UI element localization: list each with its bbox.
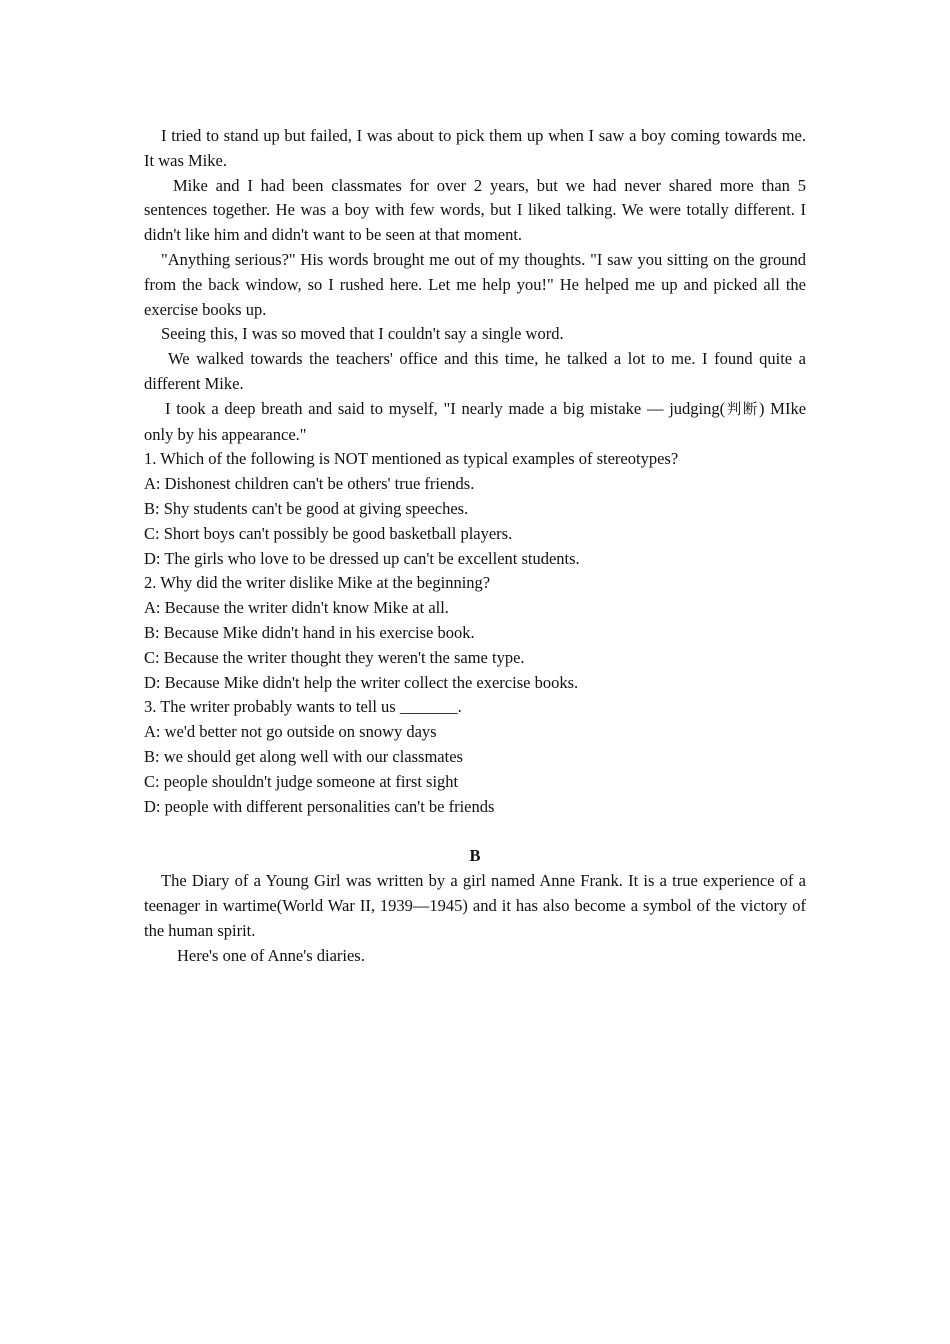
- document-page: [144, 124, 806, 968]
- paragraph-text: I took a deep breath and said to myself, "I nearly made a big mistake — judging(: [165, 398, 726, 418]
- answer-option: D: Because Mike didn't help the writer collect the exercise books.: [144, 672, 579, 692]
- question-stem: 3. The writer probably wants to tell us _______.: [144, 697, 462, 717]
- questions: [144, 447, 806, 819]
- passage-paragraph: [144, 397, 806, 448]
- answer-option: B: Shy students can't be good at giving speeches.: [144, 498, 469, 518]
- passage-a: [144, 124, 806, 447]
- chinese-gloss: 判断: [725, 401, 760, 418]
- answer-option: C: people shouldn't judge someone at first sight: [144, 771, 459, 791]
- passage-paragraph: Seeing this, I was so moved that I couldn't say a single word.: [161, 324, 564, 344]
- passage-paragraph: "Anything serious?" His words brought me out of my thoughts. "I saw you sitting on the ground from the back window, so I rushed here. Let me help you!" He helped me up and picked all the exercise books up.: [144, 249, 806, 319]
- passage-paragraph: I tried to stand up but failed, I was about to pick them up when I saw a boy coming towards me. It was Mike.: [144, 126, 806, 170]
- section-b: [144, 844, 806, 968]
- passage-paragraph: Mike and I had been classmates for over 2 years, but we had never shared more than 5 sentences together. He was a boy with few words, but I liked talking. We were totally different. I didn't like him and didn't want to be seen at that moment.: [144, 175, 806, 245]
- answer-option: C: Because the writer thought they weren't the same type.: [144, 647, 525, 667]
- answer-option: A: Dishonest children can't be others' true friends.: [144, 474, 475, 494]
- question-stem: 1. Which of the following is NOT mentioned as typical examples of stereotypes?: [144, 449, 679, 469]
- paragraph-text: ) MIke only by his appearance.": [144, 398, 807, 444]
- section-heading: B: [469, 846, 481, 866]
- answer-option: C: Short boys can't possibly be good basketball players.: [144, 523, 513, 543]
- answer-option: D: people with different personalities can't be friends: [144, 796, 495, 816]
- passage-paragraph: We walked towards the teachers' office and this time, he talked a lot to me. I found quite a different Mike.: [144, 349, 806, 393]
- answer-option: A: Because the writer didn't know Mike at all.: [144, 598, 449, 618]
- answer-option: B: we should get along well with our classmates: [144, 746, 463, 766]
- section-b-paragraph: Here's one of Anne's diaries.: [177, 945, 365, 965]
- answer-option: B: Because Mike didn't hand in his exercise book.: [144, 622, 475, 642]
- question-2: [144, 571, 806, 695]
- section-b-paragraph: The Diary of a Young Girl was written by a girl named Anne Frank. It is a true experience of a teenager in wartime(World War II, 1939—1945) and it has also become a symbol of the victory of the human spirit.: [144, 871, 806, 940]
- answer-option: D: The girls who love to be dressed up can't be excellent students.: [144, 548, 580, 568]
- question-1: [144, 447, 806, 571]
- question-3: [144, 695, 806, 819]
- question-stem: 2. Why did the writer dislike Mike at the beginning?: [144, 573, 491, 593]
- answer-option: A: we'd better not go outside on snowy days: [144, 722, 437, 742]
